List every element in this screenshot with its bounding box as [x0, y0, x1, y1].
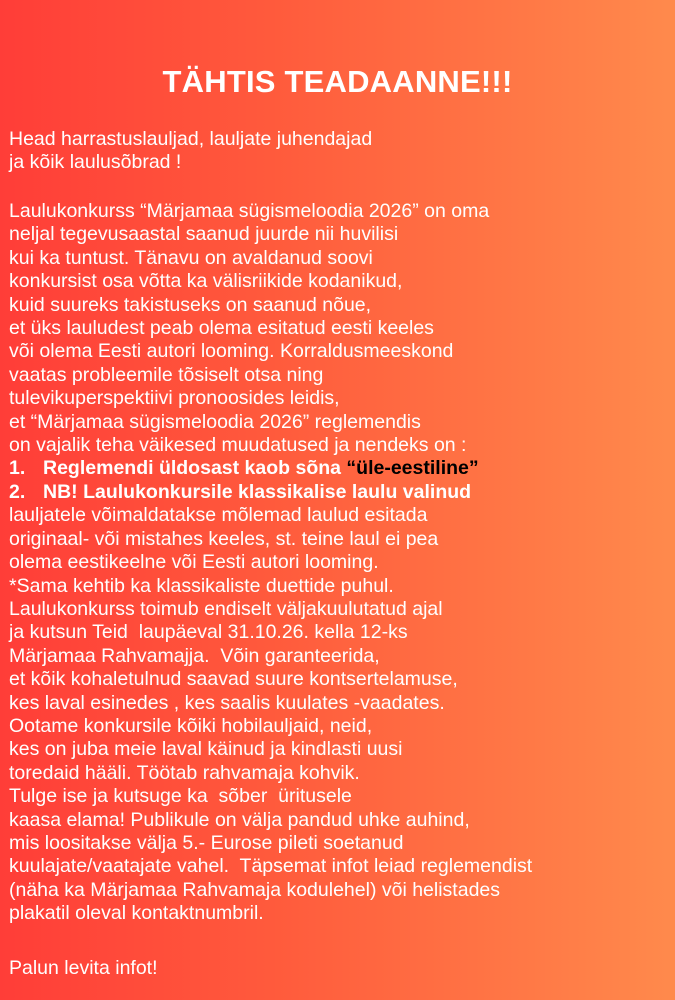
greeting-line: Head harrastuslauljad, lauljate juhendajad	[9, 128, 373, 150]
intro-line: on vajalik teha väikesed muudatused ja nendeks on :	[9, 434, 467, 457]
list-number: 2.	[9, 480, 26, 503]
body-line: Ootame konkursile kõiki hobilauljaid, neid,	[9, 714, 373, 737]
body-line: kes on juba meie laval käinud ja kindlasti uusi	[9, 738, 403, 761]
body-line: kuulajate/vaatajate vahel. Täpsemat infot leiad reglemendist	[9, 855, 533, 878]
body-line: et kõik kohaletulnud saavad suure kontsertelamuse,	[9, 668, 458, 691]
page-title: TÄHTIS TEADAANNE!!!	[162, 64, 513, 99]
intro-line: et üks lauludest peab olema esitatud eesti keeles	[9, 317, 434, 340]
body-line: olema eestikeelne või Eesti autori looming.	[9, 551, 379, 574]
body-line: originaal- või mistahes keeles, st. teine laul ei pea	[9, 527, 439, 550]
intro-line: tulevikuperspektiivi pronoosides leidis,	[9, 387, 340, 410]
body-line: ja kutsun Teid laupäeval 31.10.26. kella 12-ks	[9, 621, 408, 644]
body-line: Tulge ise ja kutsuge ka sõber üritusele	[9, 785, 352, 808]
greeting-line: ja kõik laulusõbrad !	[9, 151, 182, 174]
intro-line: konkursist osa võtta ka välisriikide kodanikud,	[9, 270, 403, 293]
body-line: (näha ka Märjamaa Rahvamaja kodulehel) või helistades	[9, 878, 501, 901]
body-line: lauljatele võimaldatakse mõlemad laulud esitada	[9, 504, 428, 527]
intro-line: kuid suureks takistuseks on saanud nõue,	[9, 293, 372, 316]
body-line: Laulukonkurss toimub endiselt väljakuulutatud ajal	[9, 597, 443, 620]
body-line: plakatil oleval kontaktnumbril.	[9, 902, 264, 925]
intro-line: et “Märjamaa sügismeloodia 2026” reglemendis	[9, 410, 421, 433]
intro-line: või olema Eesti autori looming. Korraldusmeeskond	[9, 340, 454, 363]
body-line: toredaid hääli. Töötab rahvamaja kohvik.	[9, 761, 360, 784]
list-item-1	[9, 457, 675, 480]
body-line: kes laval esinedes , kes saalis kuulates -vaadates.	[9, 691, 445, 714]
highlighted-word: “üle-eestiline”	[346, 457, 479, 480]
list-item-2	[9, 481, 675, 504]
intro-line: vaatas probleemile tõsiselt otsa ning	[9, 363, 324, 386]
announcement-body	[9, 200, 675, 926]
body-line: *Sama kehtib ka klassikaliste duettide puhul.	[9, 574, 394, 597]
intro-line: Laulukonkurss “Märjamaa sügismeloodia 2026” on oma	[9, 200, 490, 222]
intro-line: neljal tegevusaastal saanud juurde nii huvilisi	[9, 223, 399, 246]
body-line: mis loositakse välja 5.- Eurose pileti soetanud	[9, 831, 404, 854]
list-number: 1.	[9, 457, 26, 480]
closing-line: Palun levita infot!	[9, 957, 158, 979]
body-line: kaasa elama! Publikule on välja pandud uhke auhind,	[9, 808, 470, 831]
list-item-text: NB! Laulukonkursile klassikalise laulu valinud	[43, 480, 472, 503]
body-line: Märjamaa Rahvamajja. Võin garanteerida,	[9, 644, 380, 667]
intro-line: kui ka tuntust. Tänavu on avaldanud soovi	[9, 246, 373, 269]
greeting	[9, 128, 675, 175]
list-item-text: Reglemendi üldosast kaob sõna	[43, 457, 347, 480]
